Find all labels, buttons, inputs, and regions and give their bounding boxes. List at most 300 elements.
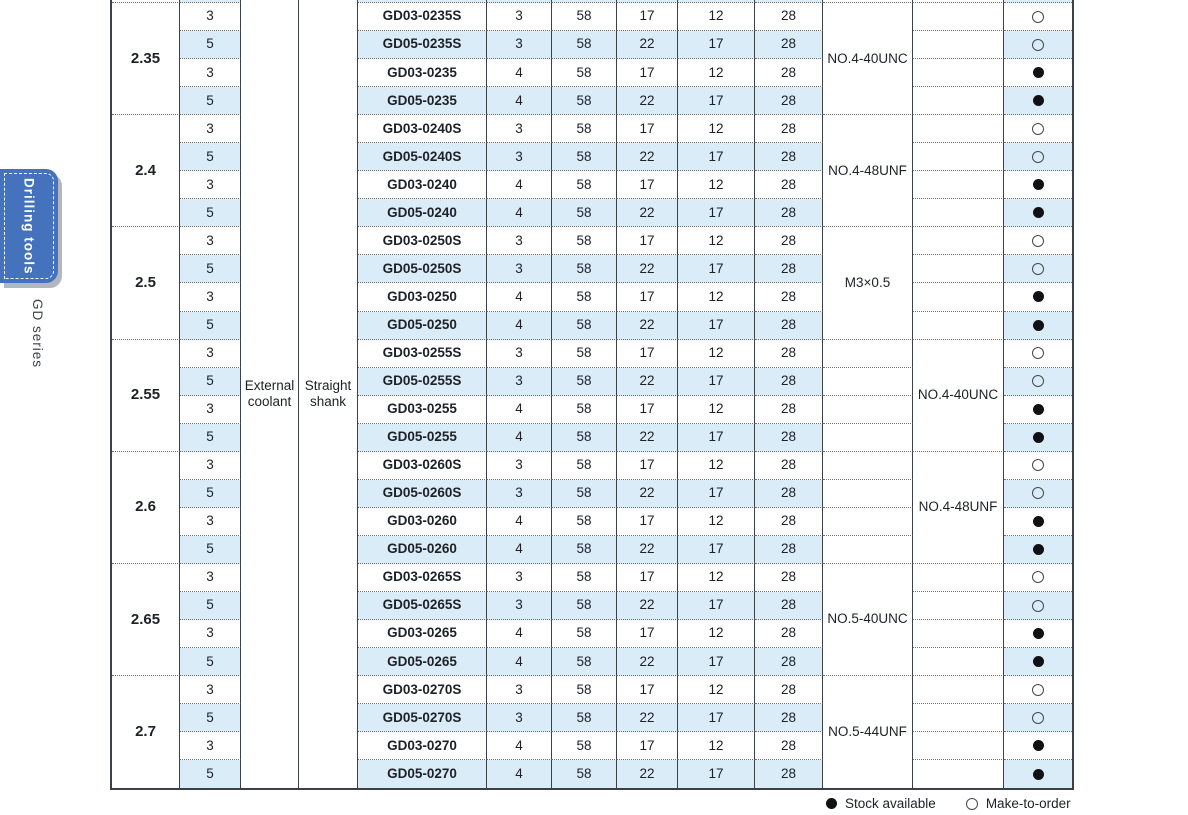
- dim-cell: 12: [678, 396, 755, 424]
- make-to-order-icon: [1032, 600, 1044, 612]
- thread-empty-cell: [823, 452, 913, 480]
- thread-empty-cell: [913, 255, 1004, 283]
- dim-cell: 4: [487, 424, 552, 452]
- stock-cell: [1004, 59, 1072, 87]
- thread-empty-cell: [913, 676, 1004, 704]
- dim-cell: 58: [552, 452, 617, 480]
- flutes-cell: 3: [180, 508, 241, 536]
- dim-cell: 58: [552, 368, 617, 396]
- dim-cell: 58: [552, 143, 617, 171]
- dim-cell: 3: [487, 704, 552, 732]
- diameter-cell: 2.35: [112, 3, 180, 115]
- dim-cell: 28: [755, 592, 823, 620]
- dim-cell: 17: [617, 508, 678, 536]
- flutes-cell: 5: [180, 31, 241, 59]
- flutes-cell: 3: [180, 452, 241, 480]
- model-cell: GD05-0250S: [358, 255, 487, 283]
- dim-cell: 3: [487, 676, 552, 704]
- stock-cell: [1004, 368, 1072, 396]
- dim-cell: 28: [755, 620, 823, 648]
- model-cell: GD05-0265S: [358, 592, 487, 620]
- dim-cell: 4: [487, 199, 552, 227]
- dim-cell: 17: [617, 564, 678, 592]
- stock-cell: [1004, 564, 1072, 592]
- dim-cell: 17: [678, 368, 755, 396]
- model-cell: GD03-0270: [358, 732, 487, 760]
- thread-empty-cell: [823, 424, 913, 452]
- dim-cell: 28: [755, 115, 823, 143]
- dim-cell: 58: [552, 227, 617, 255]
- dim-cell: 28: [755, 340, 823, 368]
- make-to-order-icon: [1032, 347, 1044, 359]
- thread-cell: NO.5-44UNF: [823, 676, 913, 788]
- dim-cell: 58: [552, 732, 617, 760]
- dim-cell: 4: [487, 59, 552, 87]
- flutes-cell: 3: [180, 59, 241, 87]
- dim-cell: 4: [487, 620, 552, 648]
- stock-cell: [1004, 3, 1072, 31]
- dim-cell: 58: [552, 536, 617, 564]
- dim-cell: 4: [487, 283, 552, 311]
- flutes-cell: 3: [180, 340, 241, 368]
- flutes-cell: 5: [180, 87, 241, 115]
- dim-cell: 17: [678, 143, 755, 171]
- thread-cell: NO.4-48UNF: [823, 115, 913, 227]
- dim-cell: 17: [678, 31, 755, 59]
- thread-empty-cell: [913, 648, 1004, 676]
- shank-type-cell: Straight shank: [299, 0, 358, 788]
- dim-cell: 28: [755, 227, 823, 255]
- dim-cell: 28: [755, 255, 823, 283]
- dim-cell: 4: [487, 396, 552, 424]
- dim-cell: 17: [678, 536, 755, 564]
- thread-cell: NO.4-40UNC: [913, 340, 1004, 452]
- drilling-tools-tab-label: Drilling tools: [21, 177, 37, 275]
- dim-cell: 3: [487, 340, 552, 368]
- flutes-cell: 5: [180, 536, 241, 564]
- dim-cell: 58: [552, 424, 617, 452]
- dim-cell: 12: [678, 3, 755, 31]
- legend-stock-available-label: Stock available: [845, 796, 936, 811]
- stock-cell: [1004, 704, 1072, 732]
- dim-cell: 17: [678, 704, 755, 732]
- dim-cell: 58: [552, 508, 617, 536]
- thread-empty-cell: [913, 283, 1004, 311]
- dim-cell: 17: [678, 199, 755, 227]
- stock-available-icon: [1033, 320, 1044, 331]
- dim-cell: 3: [487, 368, 552, 396]
- flutes-cell: 3: [180, 3, 241, 31]
- stock-cell: [1004, 648, 1072, 676]
- stock-legend: [826, 796, 1071, 811]
- dim-cell: 58: [552, 59, 617, 87]
- thread-empty-cell: [913, 592, 1004, 620]
- dim-cell: 22: [617, 143, 678, 171]
- dim-cell: 22: [617, 312, 678, 340]
- dim-cell: 58: [552, 115, 617, 143]
- flutes-cell: 3: [180, 676, 241, 704]
- thread-empty-cell: [823, 396, 913, 424]
- model-cell: GD03-0265S: [358, 564, 487, 592]
- model-cell: GD05-0255: [358, 424, 487, 452]
- dim-cell: 28: [755, 508, 823, 536]
- model-cell: GD05-0240S: [358, 143, 487, 171]
- dim-cell: 3: [487, 480, 552, 508]
- make-to-order-icon: [1032, 39, 1044, 51]
- dim-cell: 17: [617, 59, 678, 87]
- stock-available-icon: [1033, 544, 1044, 555]
- thread-empty-cell: [913, 620, 1004, 648]
- dim-cell: 28: [755, 199, 823, 227]
- thread-cell: NO.4-40UNC: [823, 3, 913, 115]
- thread-empty-cell: [913, 143, 1004, 171]
- stock-cell: [1004, 283, 1072, 311]
- flutes-cell: 5: [180, 143, 241, 171]
- dim-cell: 17: [617, 452, 678, 480]
- drilling-tools-tab[interactable]: [0, 169, 58, 283]
- dim-cell: 58: [552, 31, 617, 59]
- model-cell: GD05-0265: [358, 648, 487, 676]
- flutes-cell: 3: [180, 732, 241, 760]
- flutes-cell: 5: [180, 592, 241, 620]
- stock-cell: [1004, 536, 1072, 564]
- dim-cell: 28: [755, 676, 823, 704]
- dim-cell: 58: [552, 760, 617, 788]
- stock-available-icon: [1033, 207, 1044, 218]
- stock-available-icon: [1033, 67, 1044, 78]
- dim-cell: 22: [617, 704, 678, 732]
- stock-available-icon: [1033, 740, 1044, 751]
- thread-empty-cell: [913, 115, 1004, 143]
- stock-cell: [1004, 87, 1072, 115]
- make-to-order-icon: [1032, 263, 1044, 275]
- stock-cell: [1004, 424, 1072, 452]
- dim-cell: 12: [678, 564, 755, 592]
- dim-cell: 4: [487, 648, 552, 676]
- gd-series-label: GD series: [30, 299, 45, 369]
- dim-cell: 3: [487, 115, 552, 143]
- flutes-cell: 5: [180, 760, 241, 788]
- dim-cell: 28: [755, 171, 823, 199]
- dim-cell: 17: [617, 396, 678, 424]
- dim-cell: 58: [552, 564, 617, 592]
- dim-cell: 4: [487, 312, 552, 340]
- dim-cell: 28: [755, 59, 823, 87]
- stock-available-icon: [826, 798, 837, 809]
- flutes-cell: 3: [180, 564, 241, 592]
- dim-cell: 12: [678, 340, 755, 368]
- stock-available-icon: [1033, 516, 1044, 527]
- dim-cell: 22: [617, 592, 678, 620]
- stock-available-icon: [1033, 769, 1044, 780]
- dim-cell: 28: [755, 564, 823, 592]
- thread-empty-cell: [913, 171, 1004, 199]
- dim-cell: 28: [755, 368, 823, 396]
- model-cell: GD03-0265: [358, 620, 487, 648]
- dim-cell: 3: [487, 3, 552, 31]
- make-to-order-icon: [966, 798, 978, 810]
- thread-empty-cell: [913, 227, 1004, 255]
- dim-cell: 28: [755, 396, 823, 424]
- diameter-cell: 2.7: [112, 676, 180, 788]
- diameter-cell: 2.4: [112, 115, 180, 227]
- stock-cell: [1004, 171, 1072, 199]
- stock-cell: [1004, 760, 1072, 788]
- dim-cell: 17: [678, 87, 755, 115]
- dim-cell: 22: [617, 87, 678, 115]
- dim-cell: 4: [487, 760, 552, 788]
- dim-cell: 3: [487, 452, 552, 480]
- flutes-cell: 5: [180, 255, 241, 283]
- dim-cell: 28: [755, 312, 823, 340]
- dim-cell: 12: [678, 59, 755, 87]
- dim-cell: 12: [678, 171, 755, 199]
- diameter-cell: 2.55: [112, 340, 180, 452]
- dim-cell: 17: [678, 312, 755, 340]
- stock-cell: [1004, 676, 1072, 704]
- stock-cell: [1004, 452, 1072, 480]
- make-to-order-icon: [1032, 712, 1044, 724]
- model-cell: GD05-0270: [358, 760, 487, 788]
- model-cell: GD03-0235: [358, 59, 487, 87]
- model-cell: GD03-0255: [358, 396, 487, 424]
- dim-cell: 58: [552, 480, 617, 508]
- dim-cell: 17: [678, 424, 755, 452]
- dim-cell: 28: [755, 31, 823, 59]
- model-cell: GD05-0250: [358, 312, 487, 340]
- dim-cell: 58: [552, 171, 617, 199]
- flutes-cell: 5: [180, 704, 241, 732]
- dim-cell: 28: [755, 452, 823, 480]
- make-to-order-icon: [1032, 123, 1044, 135]
- flutes-cell: 5: [180, 199, 241, 227]
- thread-cell: M3×0.5: [823, 227, 913, 339]
- thread-empty-cell: [823, 340, 913, 368]
- make-to-order-icon: [1032, 571, 1044, 583]
- dim-cell: 28: [755, 3, 823, 31]
- dim-cell: 17: [617, 3, 678, 31]
- dim-cell: 22: [617, 199, 678, 227]
- flutes-cell: 3: [180, 620, 241, 648]
- dim-cell: 12: [678, 283, 755, 311]
- dim-cell: 4: [487, 171, 552, 199]
- dim-cell: 17: [678, 648, 755, 676]
- model-cell: GD05-0235S: [358, 31, 487, 59]
- dim-cell: 17: [617, 171, 678, 199]
- thread-empty-cell: [823, 480, 913, 508]
- thread-empty-cell: [913, 31, 1004, 59]
- dim-cell: 17: [678, 255, 755, 283]
- dim-cell: 17: [678, 760, 755, 788]
- coolant-type-cell: External coolant: [241, 0, 299, 788]
- thread-empty-cell: [823, 368, 913, 396]
- thread-empty-cell: [913, 760, 1004, 788]
- dim-cell: 22: [617, 31, 678, 59]
- model-cell: GD03-0240S: [358, 115, 487, 143]
- model-cell: GD05-0235: [358, 87, 487, 115]
- dim-cell: 12: [678, 732, 755, 760]
- thread-empty-cell: [823, 536, 913, 564]
- dim-cell: 22: [617, 255, 678, 283]
- flutes-cell: 3: [180, 283, 241, 311]
- stock-cell: [1004, 143, 1072, 171]
- stock-available-icon: [1033, 179, 1044, 190]
- model-cell: GD05-0255S: [358, 368, 487, 396]
- dim-cell: 17: [617, 676, 678, 704]
- dim-cell: 22: [617, 424, 678, 452]
- model-cell: GD03-0235S: [358, 3, 487, 31]
- stock-cell: [1004, 340, 1072, 368]
- dim-cell: 28: [755, 536, 823, 564]
- stock-cell: [1004, 508, 1072, 536]
- thread-empty-cell: [913, 87, 1004, 115]
- dim-cell: 58: [552, 648, 617, 676]
- thread-cell: NO.5-40UNC: [823, 564, 913, 676]
- dim-cell: 17: [617, 340, 678, 368]
- stock-available-icon: [1033, 432, 1044, 443]
- make-to-order-icon: [1032, 459, 1044, 471]
- dim-cell: 22: [617, 648, 678, 676]
- stock-cell: [1004, 255, 1072, 283]
- thread-cell: NO.4-48UNF: [913, 452, 1004, 564]
- flutes-cell: 5: [180, 368, 241, 396]
- thread-empty-cell: [913, 3, 1004, 31]
- diameter-cell: 2.6: [112, 452, 180, 564]
- stock-cell: [1004, 227, 1072, 255]
- dim-cell: 58: [552, 199, 617, 227]
- dim-cell: 12: [678, 115, 755, 143]
- dim-cell: 58: [552, 396, 617, 424]
- dim-cell: 28: [755, 87, 823, 115]
- flutes-cell: 5: [180, 424, 241, 452]
- dim-cell: 17: [617, 283, 678, 311]
- dim-cell: 22: [617, 480, 678, 508]
- flutes-cell: 3: [180, 227, 241, 255]
- dim-cell: 28: [755, 704, 823, 732]
- dim-cell: 17: [617, 227, 678, 255]
- dim-cell: 58: [552, 620, 617, 648]
- diameter-cell: 2.65: [112, 564, 180, 676]
- make-to-order-icon: [1032, 684, 1044, 696]
- dim-cell: 28: [755, 760, 823, 788]
- dim-cell: 58: [552, 676, 617, 704]
- model-cell: GD05-0260: [358, 536, 487, 564]
- legend-make-to-order: [966, 796, 1071, 811]
- dim-cell: 28: [755, 424, 823, 452]
- stock-available-icon: [1033, 404, 1044, 415]
- dim-cell: 22: [617, 536, 678, 564]
- model-cell: GD03-0270S: [358, 676, 487, 704]
- thread-empty-cell: [913, 59, 1004, 87]
- dim-cell: 12: [678, 227, 755, 255]
- model-cell: GD05-0260S: [358, 480, 487, 508]
- model-cell: GD03-0240: [358, 171, 487, 199]
- dim-cell: 28: [755, 480, 823, 508]
- dim-cell: 58: [552, 704, 617, 732]
- dim-cell: 28: [755, 732, 823, 760]
- dim-cell: 58: [552, 3, 617, 31]
- stock-cell: [1004, 31, 1072, 59]
- dim-cell: 3: [487, 31, 552, 59]
- spec-table: [110, 0, 1074, 790]
- dim-cell: 17: [678, 480, 755, 508]
- stock-available-icon: [1033, 656, 1044, 667]
- stock-cell: [1004, 732, 1072, 760]
- dim-cell: 17: [617, 732, 678, 760]
- stock-cell: [1004, 115, 1072, 143]
- flutes-cell: 5: [180, 312, 241, 340]
- dim-cell: 58: [552, 283, 617, 311]
- make-to-order-icon: [1032, 487, 1044, 499]
- thread-empty-cell: [913, 312, 1004, 340]
- flutes-cell: 5: [180, 480, 241, 508]
- dim-cell: 17: [617, 620, 678, 648]
- dim-cell: 17: [678, 592, 755, 620]
- dim-cell: 58: [552, 255, 617, 283]
- dim-cell: 58: [552, 340, 617, 368]
- dim-cell: 28: [755, 283, 823, 311]
- dim-cell: 12: [678, 452, 755, 480]
- stock-cell: [1004, 480, 1072, 508]
- dim-cell: 17: [617, 115, 678, 143]
- dim-cell: 4: [487, 732, 552, 760]
- flutes-cell: 3: [180, 171, 241, 199]
- stock-available-icon: [1033, 628, 1044, 639]
- stock-cell: [1004, 312, 1072, 340]
- dim-cell: 12: [678, 508, 755, 536]
- stock-available-icon: [1033, 291, 1044, 302]
- make-to-order-icon: [1032, 11, 1044, 23]
- dim-cell: 4: [487, 87, 552, 115]
- dim-cell: 28: [755, 648, 823, 676]
- stock-cell: [1004, 620, 1072, 648]
- dim-cell: 28: [755, 143, 823, 171]
- stock-cell: [1004, 592, 1072, 620]
- stock-available-icon: [1033, 95, 1044, 106]
- dim-cell: 3: [487, 143, 552, 171]
- dim-cell: 3: [487, 592, 552, 620]
- diameter-cell: 2.5: [112, 227, 180, 339]
- dim-cell: 12: [678, 676, 755, 704]
- stock-cell: [1004, 396, 1072, 424]
- thread-empty-cell: [913, 199, 1004, 227]
- dim-cell: 58: [552, 87, 617, 115]
- legend-make-to-order-label: Make-to-order: [985, 796, 1071, 811]
- model-cell: GD03-0250S: [358, 227, 487, 255]
- dim-cell: 4: [487, 536, 552, 564]
- thread-empty-cell: [913, 704, 1004, 732]
- dim-cell: 4: [487, 508, 552, 536]
- legend-stock-available: [826, 796, 936, 811]
- model-cell: GD05-0270S: [358, 704, 487, 732]
- dim-cell: 3: [487, 564, 552, 592]
- dim-cell: 58: [552, 592, 617, 620]
- model-cell: GD03-0250: [358, 283, 487, 311]
- thread-empty-cell: [823, 508, 913, 536]
- stock-cell: [1004, 199, 1072, 227]
- dim-cell: 58: [552, 312, 617, 340]
- model-cell: GD03-0260: [358, 508, 487, 536]
- make-to-order-icon: [1032, 375, 1044, 387]
- model-cell: GD03-0255S: [358, 340, 487, 368]
- dim-cell: 22: [617, 760, 678, 788]
- dim-cell: 3: [487, 227, 552, 255]
- thread-empty-cell: [913, 732, 1004, 760]
- make-to-order-icon: [1032, 151, 1044, 163]
- dim-cell: 12: [678, 620, 755, 648]
- flutes-cell: 5: [180, 648, 241, 676]
- dim-cell: 3: [487, 255, 552, 283]
